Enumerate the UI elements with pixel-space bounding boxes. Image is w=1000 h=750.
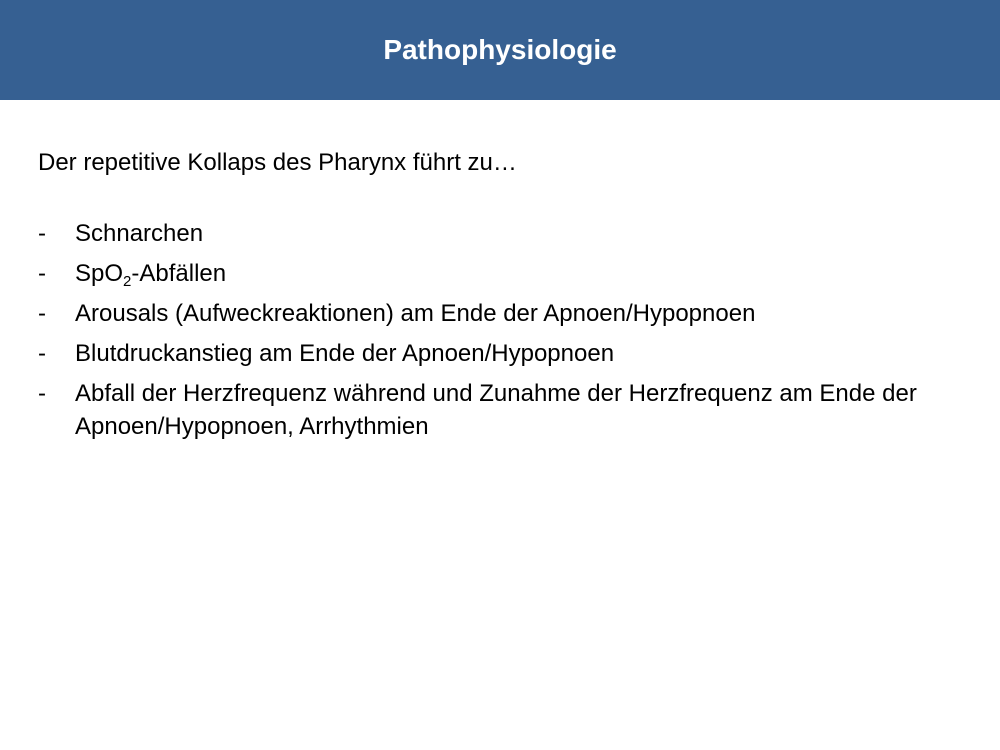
- bullet-item: [38, 377, 958, 443]
- bullet-dash: -: [38, 340, 46, 367]
- slide-title: Pathophysiologie: [383, 34, 617, 65]
- bullet-item: [38, 297, 958, 330]
- bullet-text: Schnarchen: [75, 220, 204, 247]
- bullet-dash: -: [38, 380, 46, 407]
- bullet-text: [75, 260, 227, 290]
- title-bar: [0, 0, 1000, 100]
- bullet-list: [38, 217, 958, 443]
- bullet-item: [38, 337, 958, 370]
- slide-body: [38, 146, 958, 450]
- bullet-text-pre: SpO: [75, 260, 124, 287]
- bullet-dash: -: [38, 220, 46, 247]
- bullet-item: [38, 257, 958, 290]
- subscript: 2: [123, 273, 132, 290]
- bullet-item: [38, 217, 958, 250]
- bullet-text: Blutdruckanstieg am Ende der Apnoen/Hypopnoen: [75, 340, 615, 367]
- bullet-dash: -: [38, 300, 46, 327]
- intro-text: Der repetitive Kollaps des Pharynx führt zu…: [38, 149, 517, 176]
- bullet-text: Arousals (Aufweckreaktionen) am Ende der Apnoen/Hypopnoen: [75, 300, 756, 327]
- bullet-dash: -: [38, 260, 46, 287]
- bullet-text-post: -Abfällen: [131, 260, 227, 287]
- bullet-text: Abfall der Herzfrequenz während und Zunahme der Herzfrequenz am Ende der Apnoen/Hypopnoen, Arrhythmien: [75, 380, 917, 440]
